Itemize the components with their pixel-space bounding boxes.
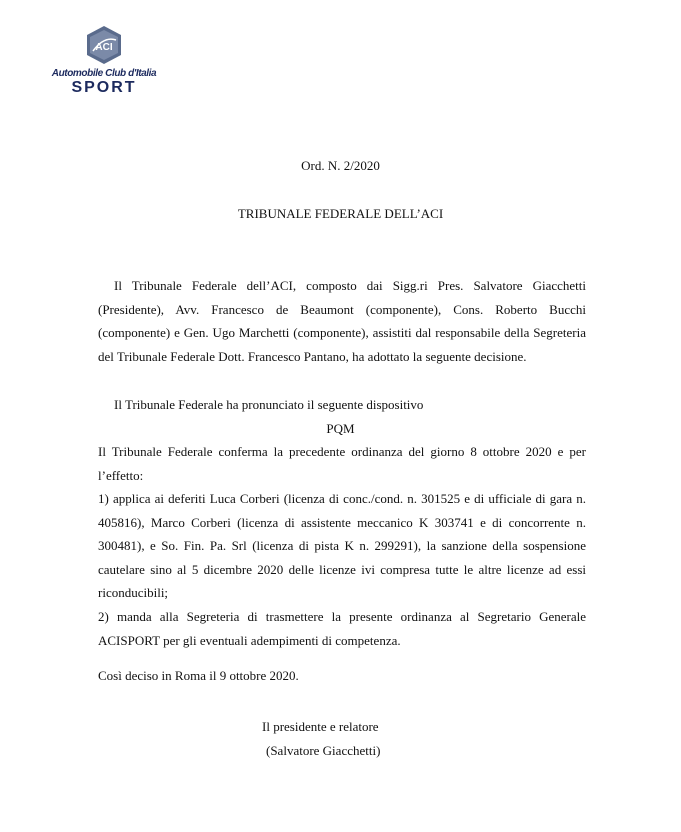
order-number: Ord. N. 2/2020 [301,158,380,173]
point-1: 1) applica ai deferiti Luca Corberi (licenza di conc./cond. n. 301525 e di ufficiale di gara n. 405816), Marco Corberi (licenza di assistente meccanico K 303741 e di concorrente n. 300481), e So. Fin. Pa. Srl (licenza di pista K n. 299291), la sanzione della sospensione cautelare sino al 5 dicembre 2020 delle licenze ivi compresa tutte le altre licenze ad essi riconducibili; [98,491,586,600]
paragraph-pronounce: Il Tribunale Federale ha pronunciato il seguente dispositivo [114,397,424,412]
signature-name: (Salvatore Giacchetti) [266,742,381,758]
paragraph-intro: Il Tribunale Federale dell’ACI, composto dai Sigg.ri Pres. Salvatore Giacchetti (Presidente), Avv. Francesco de Beaumont (componente), Cons. Roberto Bucchi (componente) e Gen. Ugo Marchetti (componente), assistiti dal responsabile della Segreteria del Tribunale Federale Dott. Francesco Pantano, ha adottato la seguente decisione. [98,278,586,364]
paragraph-confirm: Il Tribunale Federale conferma la precedente ordinanza del giorno 8 ottobre 2020 e per l’effetto: [98,444,586,483]
document-title: TRIBUNALE FEDERALE DELL’ACI [237,206,444,221]
logo-sport-wordmark: SPORT [71,79,137,96]
signature-block [262,715,380,762]
aci-badge-icon [48,24,160,68]
aci-badge-text: ACI [95,42,113,53]
aci-sport-logo [48,24,160,100]
pqm-heading: PQM [326,421,355,436]
closing-line: Così deciso in Roma il 9 ottobre 2020. [98,668,299,683]
point-2: 2) manda alla Segreteria di trasmettere la presente ordinanza al Segretario Generale ACISPORT per gli eventuali adempimenti di competenza. [98,609,586,648]
logo-caption: Automobile Club d'Italia [51,68,157,79]
signature-role: Il presidente e relatore [262,719,379,734]
